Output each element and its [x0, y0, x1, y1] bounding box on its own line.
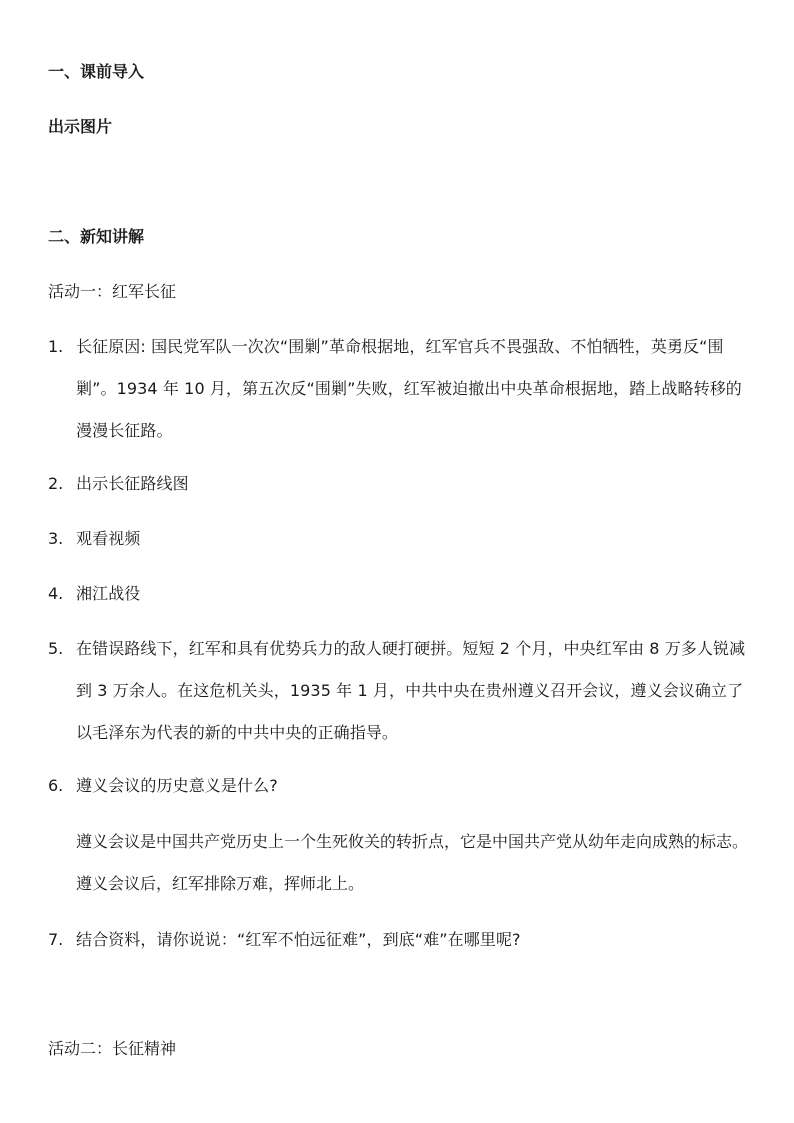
section-heading-new-knowledge: 二、新知讲解	[48, 227, 145, 246]
list-item-text: 湘江战役	[76, 584, 141, 603]
list-item-number: 1.	[48, 337, 64, 356]
subheading-show-pictures: 出示图片	[48, 117, 113, 136]
list-item-text: 遵义会议的历史意义是什么?	[76, 776, 278, 795]
list-item-text: 结合资料，请你说说：“红军不怕远征难”，到底“难”在哪里呢?	[76, 930, 521, 949]
list-item-number: 6.	[48, 776, 64, 795]
list-item-number: 5.	[48, 639, 64, 658]
list-item-number: 7.	[48, 930, 64, 949]
list-item-text: 长征原因: 国民党军队一次次“围剿”革命根据地，红军官兵不畏强敌、不怕牺牲，英勇反“围剿”。1934 年 10 月，第五次反“围剿”失败，红军被迫撤出中央革命根据地，踏上战略转移的漫漫长征路。	[76, 337, 742, 440]
list-item-number: 3.	[48, 529, 64, 548]
section-heading-intro: 一、课前导入	[48, 62, 145, 81]
list-item-number: 2.	[48, 474, 64, 493]
list-item-text: 出示长征路线图	[76, 474, 189, 493]
list-item-text: 在错误路线下，红军和具有优势兵力的敌人硬打硬拼。短短 2 个月，中央红军由 8 万多人锐减到 3 万余人。在这危机关头，1935 年 1 月，中共中央在贵州遵义召开会议，遵义会议确立了以毛泽东为代表的新的中共中央的正确指导。	[76, 639, 746, 742]
activity-two-title: 活动二：长征精神	[48, 1039, 177, 1058]
list-item-number: 4.	[48, 584, 64, 603]
activity-one-title: 活动一：红军长征	[48, 282, 177, 301]
answer-paragraph: 遵义会议是中国共产党历史上一个生死攸关的转折点，它是中国共产党从幼年走向成熟的标志。遵义会议后，红军排除万难，挥师北上。	[76, 832, 749, 893]
list-item-text: 观看视频	[76, 529, 141, 548]
